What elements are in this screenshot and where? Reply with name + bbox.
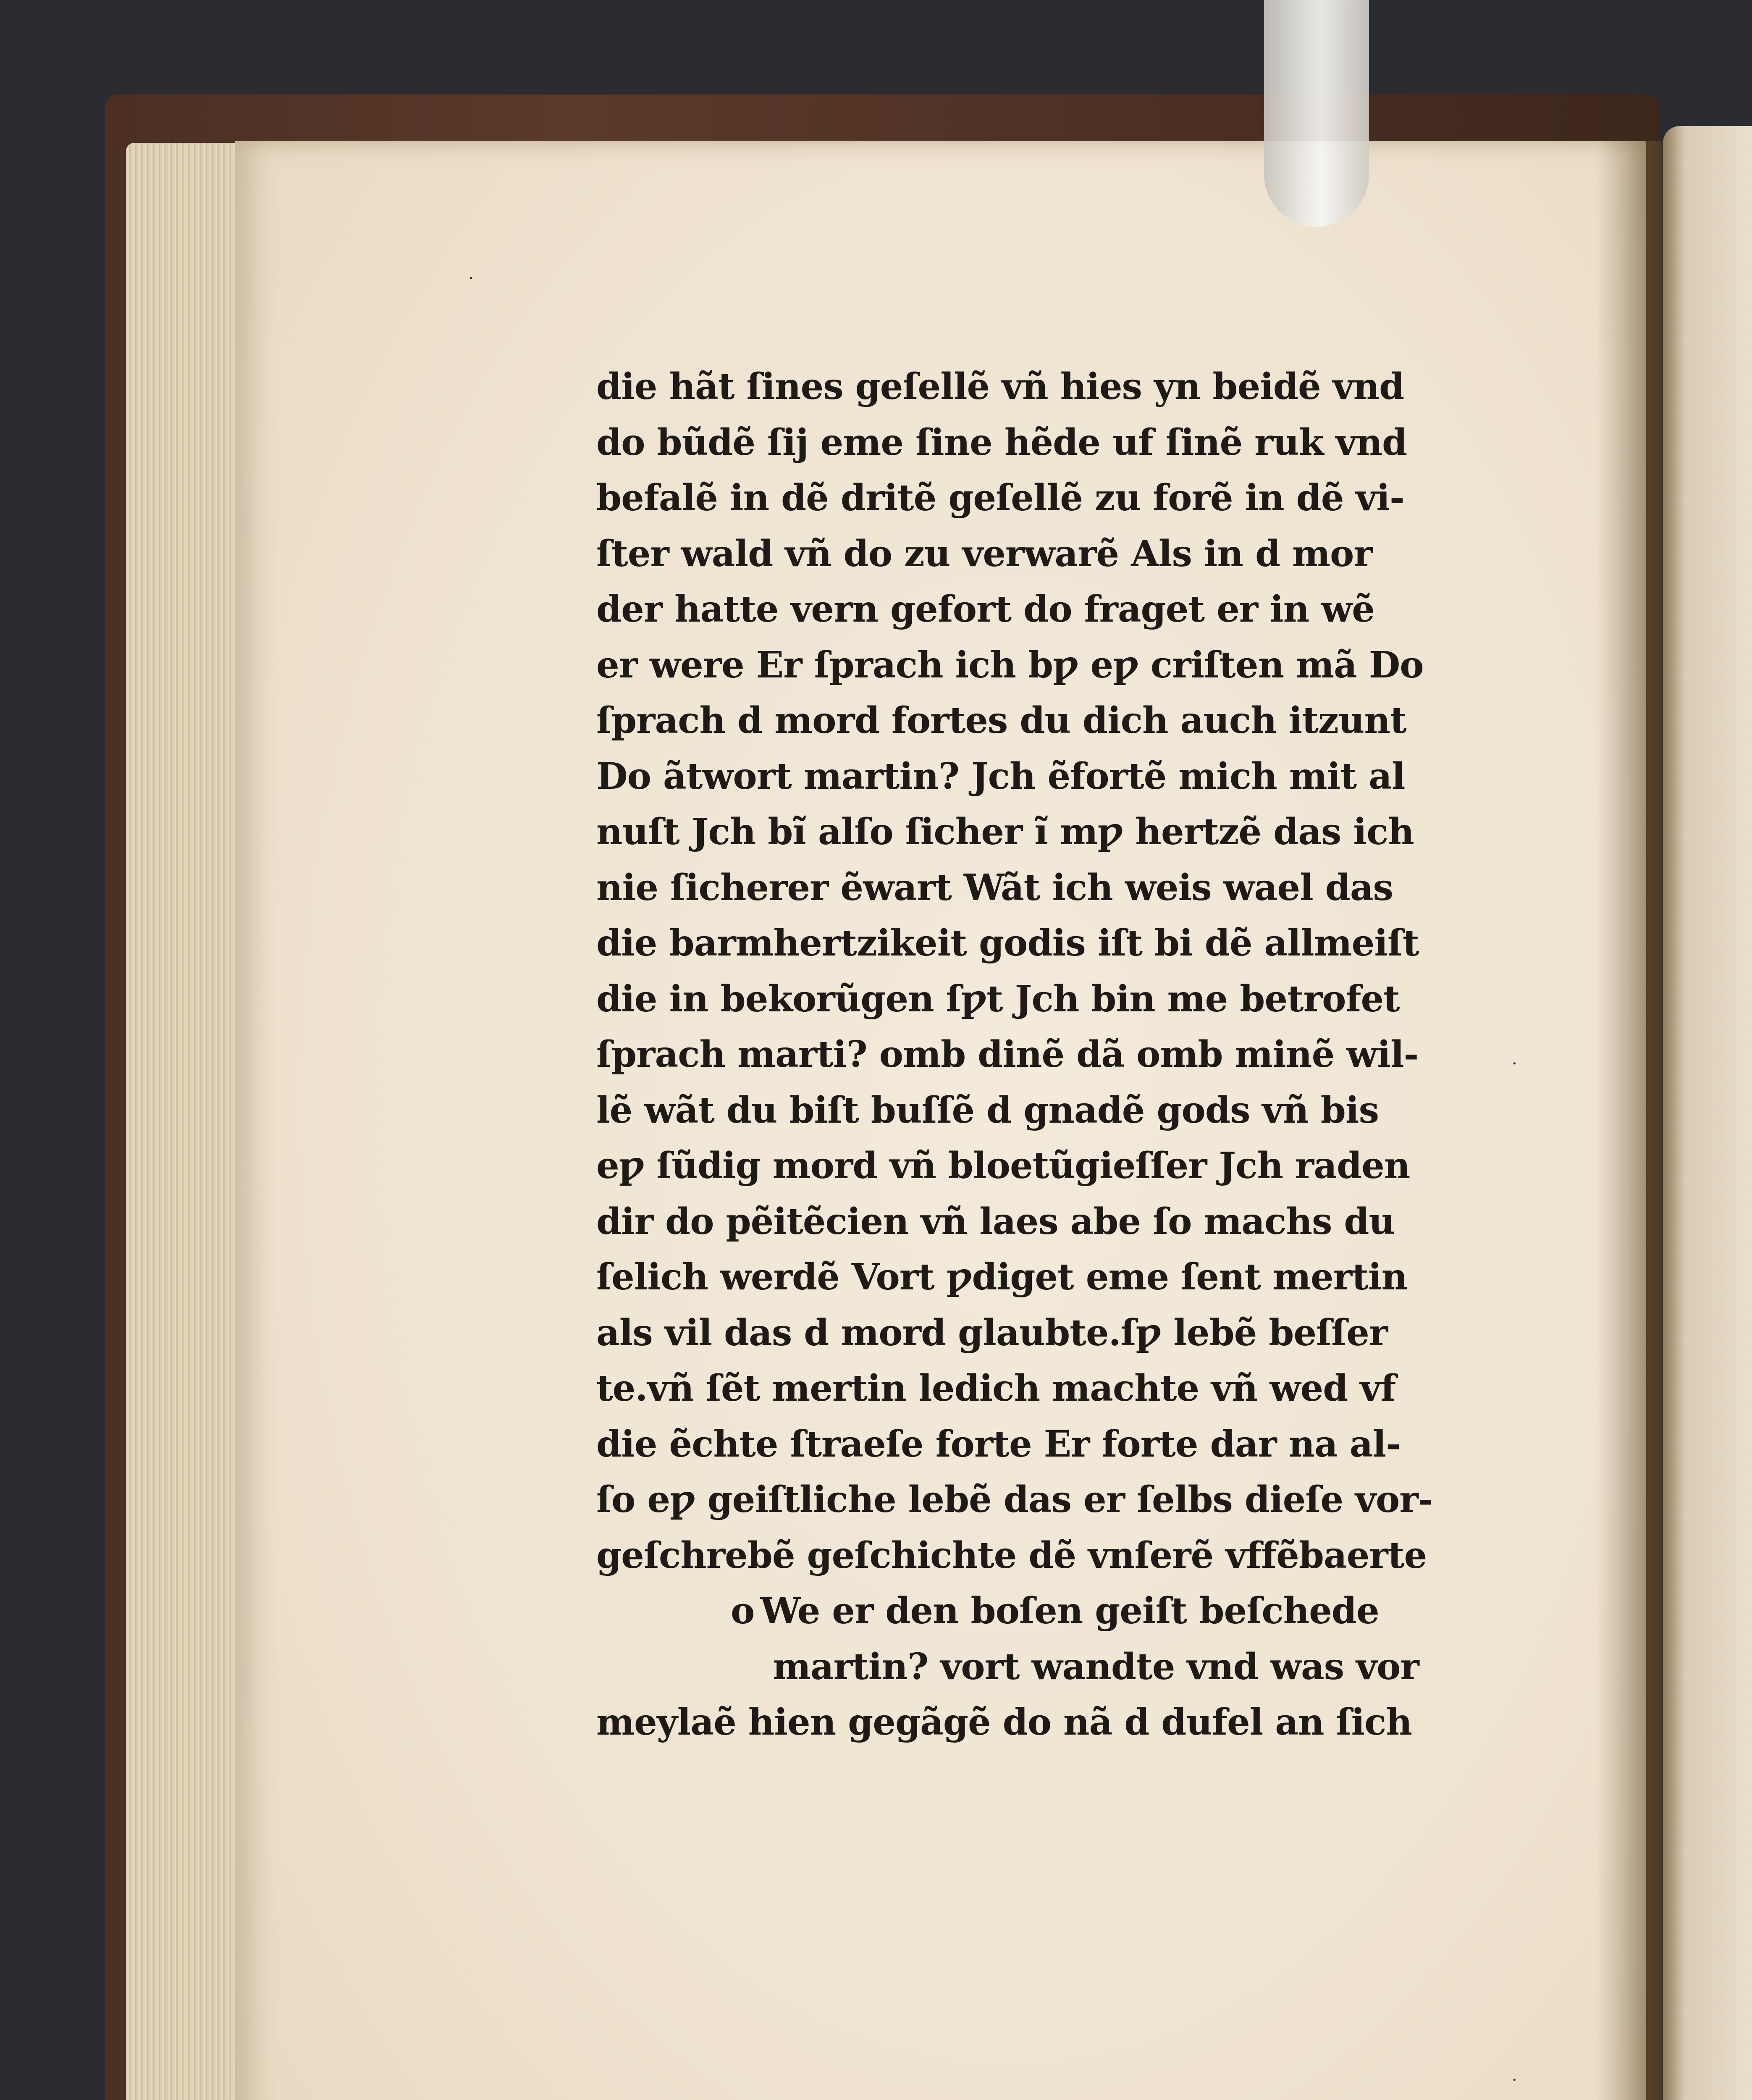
text-line-4: ſter wald vñ do zu verwarẽ Als in d mor <box>596 532 1372 575</box>
text-line-6: er were Er ſprach ich bƿ eƿ criſten mã Do <box>596 643 1424 686</box>
text-line-10: nie ſicherer ẽwart Wãt ich weis wael das <box>596 866 1393 909</box>
text-line-3: befalẽ in dẽ dritẽ geſellẽ zu forẽ in dẽ vi- <box>596 477 1404 519</box>
guide-letter: o <box>731 1590 755 1632</box>
text-line-16: dir do pẽitẽcien vñ laes abe ſo machs du <box>596 1200 1395 1243</box>
ink-speck: · <box>468 269 474 288</box>
text-line-19: te.vñ ſẽt mertin ledich machte vñ wed vf <box>596 1367 1396 1410</box>
text-line-9: nuſt Jch bĩ alſo ſicher ĩ mƿ hertzẽ das ich <box>596 811 1414 853</box>
page-clip-top <box>1264 0 1369 227</box>
text-line-1: die hãt ſines geſellẽ vñ hies yn beidẽ vnd <box>596 365 1404 408</box>
text-line-14: lẽ wãt du biſt buſſẽ d gnadẽ gods vñ bis <box>596 1089 1379 1131</box>
text-line-25: meylaẽ hien gegãgẽ do nã d dufel an ſich <box>596 1701 1412 1743</box>
heading-line <box>596 1583 1499 1639</box>
guide-letter-slot <box>596 1583 755 1639</box>
text-line-2: do bũdẽ ſij eme ſine hẽde uf ſinẽ ruk vnd <box>596 421 1407 464</box>
text-line-21: ſo eƿ geiſtliche lebẽ das er ſelbs dieſe vor- <box>596 1478 1433 1521</box>
text-line-18: als vil das d mord glaubte.ſƿ lebẽ beſſer <box>596 1311 1388 1354</box>
text-line-15: eƿ ſũdig mord vñ bloetũgieſſer Jch raden <box>596 1144 1410 1187</box>
text-line-24-content: martin? vort wandte vnd was vor <box>773 1645 1419 1688</box>
page-block-edge <box>126 143 244 2100</box>
ink-speck: · <box>1512 2071 1517 2090</box>
text-line-7: ſprach d mord fortes du dich auch itzunt <box>596 699 1406 742</box>
chapter-heading: We er den boſen geiſt beſchede <box>760 1590 1379 1632</box>
text-line-24 <box>596 1639 1499 1695</box>
text-line-5: der hatte vern gefort do fraget er in wẽ <box>596 588 1374 630</box>
text-line-11: die barmhertzikeit godis iſt bi dẽ allmeiſt <box>596 922 1419 964</box>
text-line-22: geſchrebẽ geſchichte dẽ vnſerẽ vffẽbaerte <box>596 1534 1427 1577</box>
text-line-8: Do ãtwort martin? Jch ẽfortẽ mich mit al <box>596 755 1405 798</box>
printed-text-block <box>596 359 1499 1751</box>
text-line-12: die in bekorũgen ſƿt Jch bin me betrofet <box>596 977 1400 1020</box>
ink-speck: · <box>1512 1054 1517 1074</box>
text-line-13: ſprach marti? omb dinẽ dã omb minẽ wil- <box>596 1033 1419 1076</box>
text-line-17: ſelich werdẽ Vort ƿdiget eme ſent mertin <box>596 1256 1407 1298</box>
facing-page-edge <box>1663 126 1752 2100</box>
text-line-20: die ẽchte ſtraeſe forte Er forte dar na al- <box>596 1423 1401 1465</box>
